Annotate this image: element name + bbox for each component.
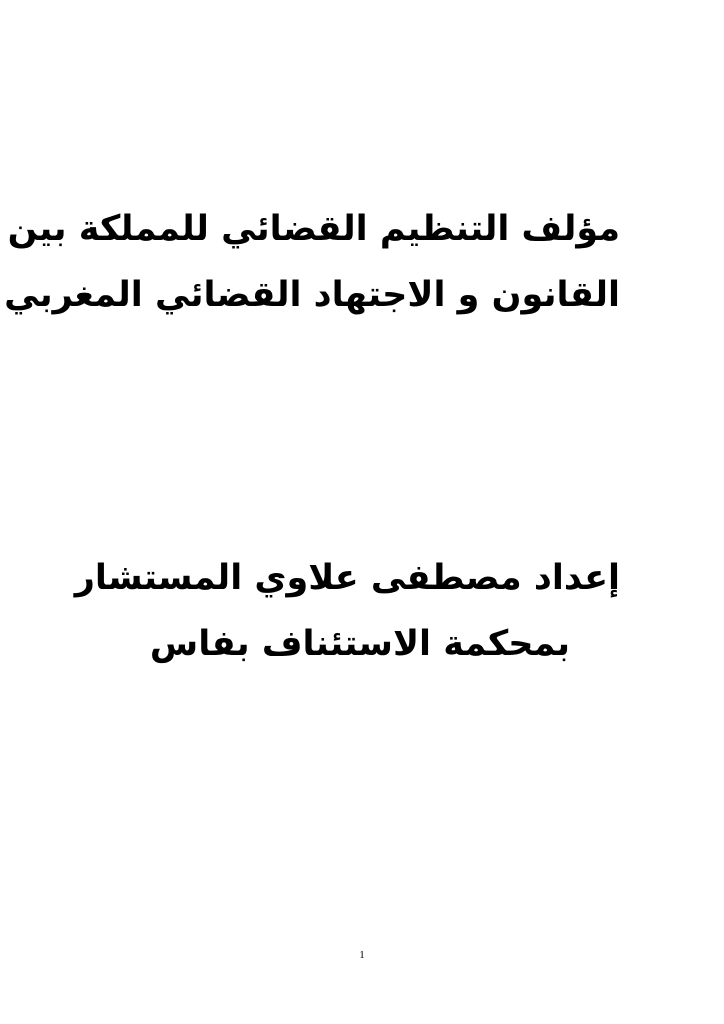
- title-line-1: مؤلف التنظيم القضائي للمملكة بين: [7, 209, 620, 249]
- page-number: 1: [359, 949, 365, 961]
- document-title: [4, 196, 620, 328]
- author-line-2: بمحكمة الاستئناف بفاس: [149, 624, 571, 664]
- author-line-1: إعداد مصطفى علاوي المستشار: [74, 558, 620, 598]
- title-line-2: القانون و الاجتهاد القضائي المغربي: [4, 275, 620, 315]
- author-credit: [74, 545, 620, 677]
